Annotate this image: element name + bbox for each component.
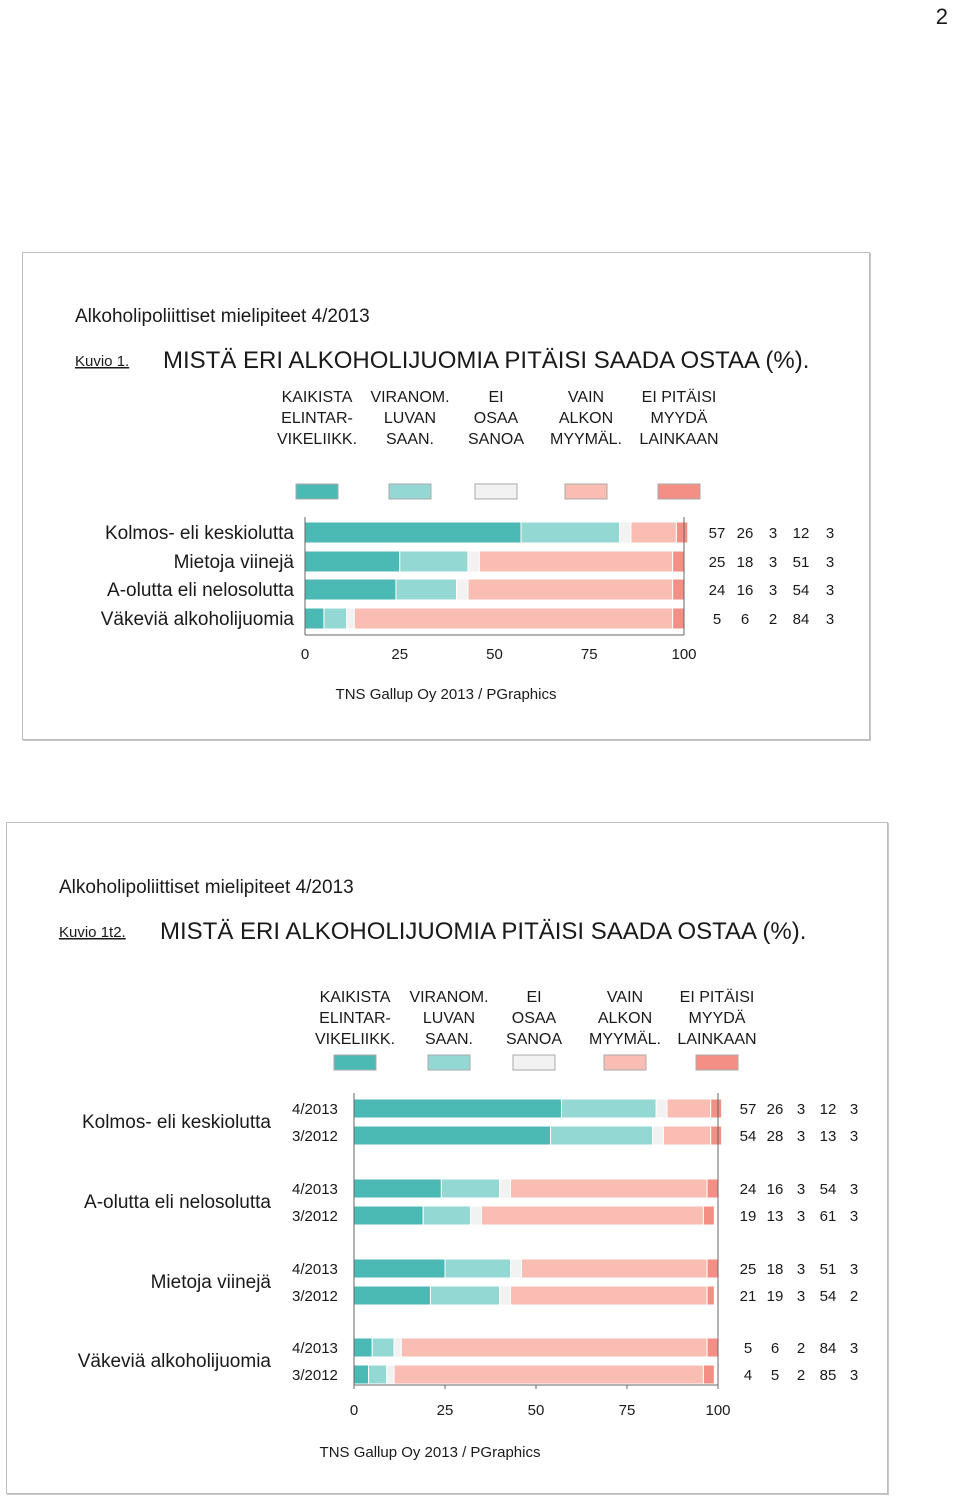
bar-seg-g3-r0-4: [707, 1338, 718, 1357]
bar-row-1-seg-4: [673, 551, 684, 572]
bar-seg-g0-r1-3: [663, 1126, 710, 1145]
data-label: 3: [825, 525, 835, 542]
bar-row-0-seg-1: [521, 522, 620, 543]
chart-1-header: Alkoholipoliittiset mielipiteet 4/2013: [75, 306, 370, 327]
x-tick-label: 50: [486, 646, 503, 663]
legend-swatch-1: [428, 1055, 470, 1070]
data-label: 28: [766, 1128, 784, 1145]
data-label: 3: [768, 554, 778, 571]
legend-label-4-line-0: EI PITÄISI: [679, 989, 755, 1006]
bar-seg-g0-r0-4: [711, 1099, 722, 1118]
legend-label-0-line-1: ELINTAR-: [281, 410, 353, 427]
legend-label-4-line-1: MYYDÄ: [688, 1010, 746, 1027]
legend-label-1-line-0: VIRANOM.: [370, 389, 450, 406]
legend-swatch-2: [513, 1055, 555, 1070]
x-tick-label: 0: [349, 1402, 359, 1419]
data-label: 25: [739, 1261, 757, 1278]
x-tick-label: 25: [436, 1402, 454, 1419]
legend-label-0-line-2: VIKELIIKK.: [276, 431, 358, 448]
x-tick-label: 75: [580, 646, 598, 663]
data-label: 57: [739, 1101, 757, 1118]
bar-row-3-seg-2: [347, 608, 355, 629]
data-label: 2: [768, 611, 778, 628]
legend-swatch-4: [696, 1055, 738, 1070]
data-label: 3: [825, 554, 835, 571]
bar-row-3-seg-1: [324, 608, 347, 629]
data-label: 3: [768, 582, 778, 599]
data-label: 3: [796, 1261, 806, 1278]
group-category-label: Kolmos- eli keskiolutta: [81, 1112, 271, 1133]
data-label: 18: [766, 1261, 784, 1278]
chart-1-title: MISTÄ ERI ALKOHOLIJUOMIA PITÄISI SAADA OSTAA (%).: [163, 347, 810, 374]
bar-seg-g2-r0-4: [707, 1259, 718, 1278]
bar-seg-g3-r0-1: [372, 1338, 394, 1357]
legend-swatch-3: [604, 1055, 646, 1070]
page-number: 2: [935, 4, 948, 29]
x-tick-label: 0: [300, 646, 310, 663]
group-category-label: Väkeviä alkoholijuomia: [77, 1351, 271, 1372]
legend-label-4-line-2: LAINKAAN: [677, 1031, 757, 1048]
legend-label-3-line-1: ALKON: [597, 1010, 653, 1027]
period-label: 3/2012: [292, 1367, 338, 1384]
bar-row-1-seg-0: [305, 551, 400, 572]
legend-label-1-line-2: SAAN.: [424, 1031, 474, 1048]
chart-1-figure-label: Kuvio 1.: [75, 353, 130, 370]
data-label: 84: [792, 611, 810, 628]
data-label: 3: [796, 1181, 806, 1198]
bar-seg-g1-r0-0: [354, 1179, 441, 1198]
data-label: 3: [768, 525, 778, 542]
legend-label-4-line-1: MYYDÄ: [650, 410, 708, 427]
bar-seg-g0-r0-0: [354, 1099, 561, 1118]
legend-label-3-line-2: MYYMÄL.: [549, 431, 623, 448]
data-label: 51: [819, 1261, 837, 1278]
data-label: 84: [819, 1340, 837, 1357]
data-label: 3: [796, 1288, 806, 1305]
data-label: 3: [849, 1367, 859, 1384]
bar-seg-g3-r0-3: [401, 1338, 707, 1357]
period-label: 4/2013: [292, 1101, 338, 1118]
bar-row-1-seg-3: [479, 551, 672, 572]
legend-label-1-line-0: VIRANOM.: [409, 989, 489, 1006]
bar-seg-g0-r0-1: [561, 1099, 656, 1118]
legend-label-2-line-1: OSAA: [473, 410, 519, 427]
bar-seg-g2-r0-3: [521, 1259, 707, 1278]
bar-seg-g2-r0-0: [354, 1259, 445, 1278]
chart-panel-2: [6, 822, 888, 1494]
category-label: Kolmos- eli keskiolutta: [104, 523, 294, 544]
category-label: Väkeviä alkoholijuomia: [100, 609, 294, 630]
legend-swatch-0: [296, 484, 338, 499]
bar-seg-g1-r1-2: [470, 1206, 481, 1225]
data-label: 54: [739, 1128, 757, 1145]
bar-seg-g1-r0-2: [500, 1179, 511, 1198]
data-label: 19: [766, 1288, 784, 1305]
x-tick-label: 100: [705, 1402, 731, 1419]
legend-label-0-line-1: ELINTAR-: [319, 1010, 391, 1027]
data-label: 3: [849, 1128, 859, 1145]
legend-label-3-line-1: ALKON: [558, 410, 614, 427]
bar-row-2-seg-0: [305, 579, 396, 600]
bar-row-2-seg-3: [468, 579, 673, 600]
legend-label-1-line-2: SAAN.: [385, 431, 435, 448]
period-label: 3/2012: [292, 1288, 338, 1305]
bar-seg-g0-r0-3: [667, 1099, 711, 1118]
bar-row-1-seg-2: [468, 551, 479, 572]
data-label: 3: [849, 1261, 859, 1278]
data-label: 2: [849, 1288, 859, 1305]
data-label: 18: [736, 554, 754, 571]
data-label: 2: [796, 1340, 806, 1357]
chart-2-header: Alkoholipoliittiset mielipiteet 4/2013: [59, 877, 354, 898]
bar-seg-g2-r1-3: [511, 1286, 708, 1305]
x-tick-label: 25: [391, 646, 409, 663]
bar-seg-g2-r0-1: [445, 1259, 511, 1278]
data-label: 2: [796, 1367, 806, 1384]
legend-label-3-line-0: VAIN: [567, 389, 605, 406]
chart-1-source: TNS Gallup Oy 2013 / PGraphics: [335, 686, 557, 703]
data-label: 5: [743, 1340, 753, 1357]
data-label: 3: [849, 1340, 859, 1357]
data-label: 54: [792, 582, 810, 599]
chart-2-title: MISTÄ ERI ALKOHOLIJUOMIA PITÄISI SAADA OSTAA (%).: [160, 918, 807, 945]
data-label: 16: [736, 582, 754, 599]
data-label: 54: [819, 1288, 837, 1305]
bar-row-0-seg-2: [620, 522, 631, 543]
bar-seg-g2-r0-2: [511, 1259, 522, 1278]
bar-seg-g2-r1-2: [500, 1286, 511, 1305]
bar-seg-g0-r1-0: [354, 1126, 551, 1145]
chart-2-svg: [7, 823, 887, 1493]
data-label: 25: [708, 554, 726, 571]
data-label: 24: [739, 1181, 757, 1198]
legend-label-0-line-0: KAIKISTA: [319, 989, 391, 1006]
bar-seg-g0-r1-2: [652, 1126, 663, 1145]
period-label: 3/2012: [292, 1208, 338, 1225]
chart-2-source: TNS Gallup Oy 2013 / PGraphics: [319, 1444, 541, 1461]
legend-label-0-line-0: KAIKISTA: [281, 389, 353, 406]
bar-seg-g1-r1-0: [354, 1206, 423, 1225]
bar-row-2-seg-4: [673, 579, 684, 600]
data-label: 21: [739, 1288, 757, 1305]
category-label: Mietoja viinejä: [173, 552, 294, 573]
bar-seg-g0-r0-2: [656, 1099, 667, 1118]
bar-seg-g3-r1-3: [394, 1365, 703, 1384]
x-tick-label: 50: [527, 1402, 545, 1419]
data-label: 12: [792, 525, 810, 542]
bar-row-0-seg-0: [305, 522, 521, 543]
data-label: 19: [739, 1208, 757, 1225]
data-label: 5: [770, 1367, 780, 1384]
data-label: 3: [825, 611, 835, 628]
period-label: 4/2013: [292, 1340, 338, 1357]
legend-label-2-line-1: OSAA: [511, 1010, 557, 1027]
legend-label-2-line-0: EI: [488, 389, 504, 406]
period-label: 3/2012: [292, 1128, 338, 1145]
legend-label-4-line-2: LAINKAAN: [639, 431, 719, 448]
bar-seg-g1-r0-4: [707, 1179, 718, 1198]
bar-seg-g3-r1-0: [354, 1365, 369, 1384]
data-label: 3: [849, 1101, 859, 1118]
data-label: 3: [796, 1128, 806, 1145]
legend-label-1-line-1: LUVAN: [383, 410, 437, 427]
legend-label-2-line-2: SANOA: [505, 1031, 563, 1048]
bar-seg-g0-r1-1: [551, 1126, 653, 1145]
bar-row-2-seg-1: [396, 579, 457, 600]
bar-seg-g1-r1-4: [703, 1206, 714, 1225]
data-label: 26: [766, 1101, 784, 1118]
chart-2-figure-label: Kuvio 1t2.: [59, 924, 126, 941]
bar-seg-g3-r0-0: [354, 1338, 372, 1357]
bar-seg-g0-r1-4: [711, 1126, 722, 1145]
chart-panel-1: [22, 252, 870, 740]
bar-row-3-seg-3: [354, 608, 672, 629]
data-label: 3: [796, 1208, 806, 1225]
legend-swatch-4: [658, 484, 700, 499]
bar-seg-g3-r1-4: [703, 1365, 714, 1384]
data-label: 24: [708, 582, 726, 599]
x-tick-label: 75: [618, 1402, 636, 1419]
legend-label-4-line-0: EI PITÄISI: [641, 389, 717, 406]
data-label: 4: [743, 1367, 753, 1384]
bar-seg-g2-r1-4: [707, 1286, 714, 1305]
legend-label-0-line-2: VIKELIIKK.: [314, 1031, 396, 1048]
data-label: 54: [819, 1181, 837, 1198]
bar-row-1-seg-1: [400, 551, 468, 572]
data-label: 6: [740, 611, 750, 628]
data-label: 61: [819, 1208, 837, 1225]
data-label: 85: [819, 1367, 837, 1384]
bar-seg-g3-r1-2: [387, 1365, 394, 1384]
period-label: 4/2013: [292, 1261, 338, 1278]
data-label: 3: [849, 1181, 859, 1198]
bar-seg-g1-r0-3: [511, 1179, 708, 1198]
data-label: 16: [766, 1181, 784, 1198]
legend-swatch-2: [475, 484, 517, 499]
legend-label-2-line-0: EI: [526, 989, 542, 1006]
bar-row-3-seg-4: [673, 608, 684, 629]
legend-label-3-line-0: VAIN: [606, 989, 644, 1006]
bar-seg-g2-r1-0: [354, 1286, 430, 1305]
bar-seg-g2-r1-1: [430, 1286, 499, 1305]
x-tick-label: 100: [671, 646, 697, 663]
data-label: 3: [796, 1101, 806, 1118]
category-label: A-olutta eli nelosolutta: [107, 580, 294, 601]
data-label: 13: [819, 1128, 837, 1145]
bar-seg-g1-r0-1: [441, 1179, 499, 1198]
bar-row-0-seg-3: [631, 522, 676, 543]
bar-seg-g1-r1-1: [423, 1206, 470, 1225]
legend-swatch-0: [334, 1055, 376, 1070]
legend-label-3-line-2: MYYMÄL.: [588, 1031, 662, 1048]
legend-label-1-line-1: LUVAN: [422, 1010, 476, 1027]
group-category-label: Mietoja viinejä: [150, 1272, 271, 1293]
legend-swatch-3: [565, 484, 607, 499]
bar-row-2-seg-2: [457, 579, 468, 600]
chart-1-svg: [23, 253, 869, 739]
legend-swatch-1: [389, 484, 431, 499]
bar-seg-g3-r0-2: [394, 1338, 401, 1357]
bar-seg-g3-r1-1: [369, 1365, 387, 1384]
period-label: 4/2013: [292, 1181, 338, 1198]
data-label: 26: [736, 525, 754, 542]
data-label: 6: [770, 1340, 780, 1357]
data-label: 12: [819, 1101, 837, 1118]
data-label: 13: [766, 1208, 784, 1225]
bar-row-0-seg-4: [676, 522, 687, 543]
data-label: 3: [825, 582, 835, 599]
legend-label-2-line-2: SANOA: [467, 431, 525, 448]
bar-seg-g1-r1-3: [481, 1206, 703, 1225]
data-label: 57: [708, 525, 726, 542]
data-label: 3: [849, 1208, 859, 1225]
data-label: 51: [792, 554, 810, 571]
group-category-label: A-olutta eli nelosolutta: [84, 1192, 271, 1213]
bar-row-3-seg-0: [305, 608, 324, 629]
data-label: 5: [712, 611, 722, 628]
